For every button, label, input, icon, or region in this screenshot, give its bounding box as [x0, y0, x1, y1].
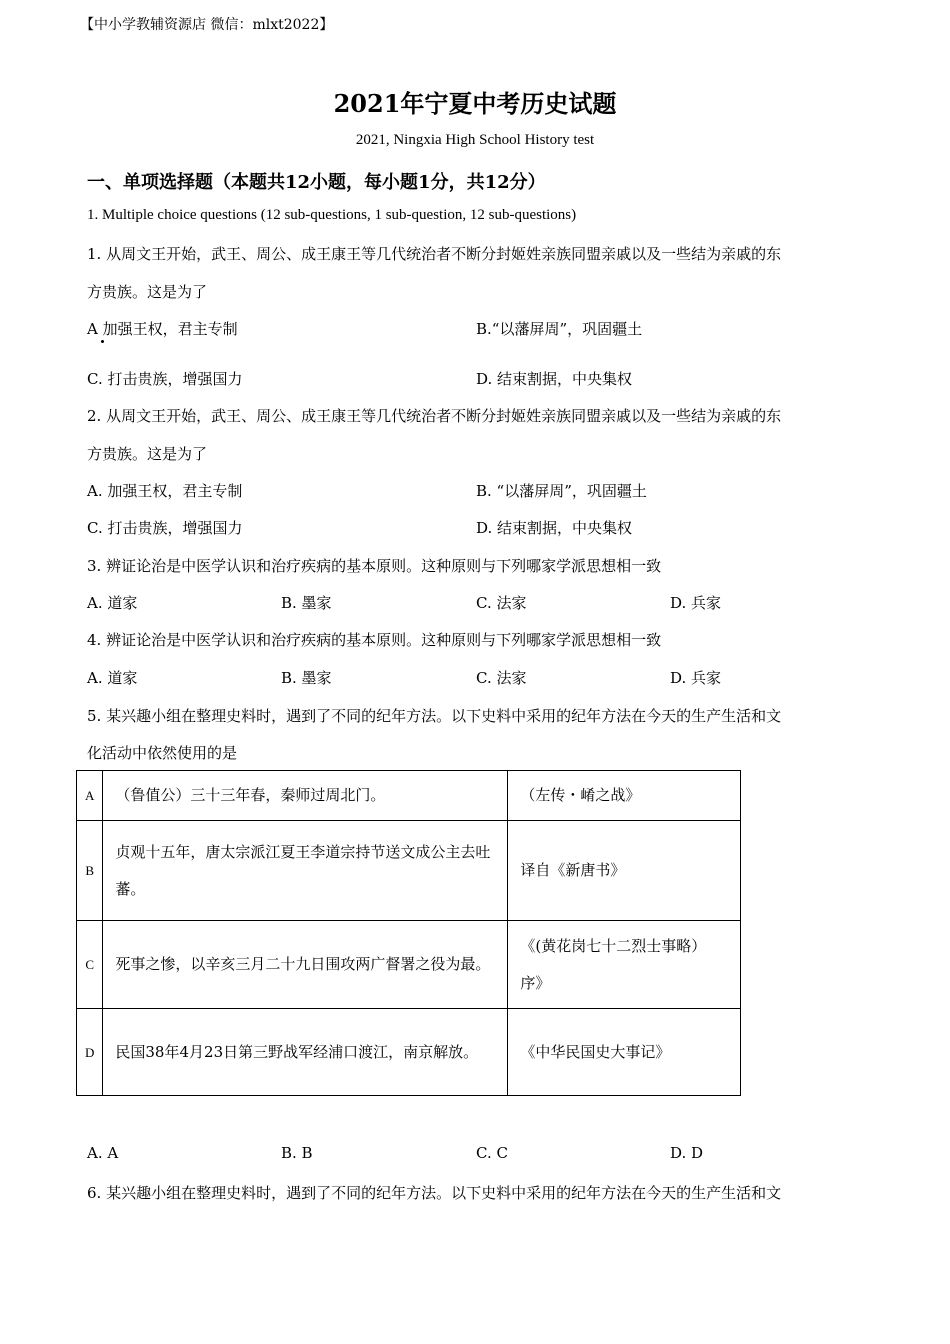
- table-row-source: 《中华民国史大事记》: [508, 1009, 741, 1096]
- q5-stem-line1: 5. 某兴趣小组在整理史料时，遇到了不同的纪年方法。以下史料中采用的纪年方法在今天的生产生活和文: [87, 707, 782, 725]
- q3-option-a: A. 道家: [87, 594, 138, 612]
- q1-option-a-dot: [101, 340, 104, 343]
- q4-option-c: C. 法家: [476, 669, 527, 687]
- q6-stem-line1: 6. 某兴趣小组在整理史料时，遇到了不同的纪年方法。以下史料中采用的纪年方法在今天的生产生活和文: [87, 1184, 782, 1202]
- q1-option-d: D. 结束割据，中央集权: [476, 370, 633, 388]
- q5-option-c: C. C: [476, 1144, 508, 1162]
- table-row: [77, 1009, 741, 1096]
- q5-option-b: B. B: [281, 1144, 313, 1162]
- page-subtitle: 2021, Ningxia High School History test: [355, 132, 595, 148]
- q1-option-b: B.“以藩屏周”，巩固疆土: [476, 320, 643, 338]
- q2-stem-line2: 方贵族。这是为了: [87, 445, 208, 463]
- q3-option-b: B. 墨家: [281, 594, 332, 612]
- page-title: 2021年宁夏中考历史试题: [333, 89, 617, 118]
- table-row-source: 译自《新唐书》: [508, 821, 741, 921]
- table-row-material: 民国38年4月23日第三野战军经浦口渡江，南京解放。: [103, 1009, 508, 1096]
- table-row-source: （左传・崤之战》: [508, 771, 741, 821]
- q5-option-d: D. D: [670, 1144, 704, 1162]
- table-row-key: B: [77, 821, 103, 921]
- table-row-material: （鲁值公）三十三年春，秦师过周北门。: [103, 771, 508, 821]
- table-row: [77, 821, 741, 921]
- q1-option-a: A 加强王权，君主专制: [87, 320, 238, 338]
- section-heading: 一、单项选择题（本题共12小题，每小题1分，共12分）: [87, 172, 546, 193]
- q1-stem-line2: 方贵族。这是为了: [87, 283, 208, 301]
- q2-option-a: A. 加强王权，君主专制: [87, 482, 243, 500]
- q4-option-d: D. 兵家: [670, 669, 722, 687]
- table-row: [77, 771, 741, 821]
- table-row-source: 《(黄花岗七十二烈士事略）序》: [508, 921, 741, 1009]
- q2-option-c: C. 打击贵族，增强国力: [87, 519, 243, 537]
- section-heading-english: 1. Multiple choice questions (12 sub-questions, 1 sub-question, 12 sub-questions): [87, 207, 577, 223]
- table-row-key: C: [77, 921, 103, 1009]
- q5-source-table: [76, 770, 741, 1096]
- q3-stem: 3. 辨证论治是中医学认识和治疗疾病的基本原则。这种原则与下列哪家学派思想相一致: [87, 557, 662, 575]
- q1-option-c: C. 打击贵族，增强国力: [87, 370, 243, 388]
- q5-stem-line2: 化活动中依然使用的是: [87, 744, 238, 762]
- q4-option-b: B. 墨家: [281, 669, 332, 687]
- table-row-key: D: [77, 1009, 103, 1096]
- table-row-material: 死事之惨，以辛亥三月二十九日围攻两广督署之役为最。: [103, 921, 508, 1009]
- table-row-key: A: [77, 771, 103, 821]
- table-row-material: 贞观十五年，唐太宗派江夏王李道宗持节送文成公主去吐蕃。: [103, 821, 508, 921]
- q3-option-d: D. 兵家: [670, 594, 722, 612]
- q2-option-d: D. 结束割据，中央集权: [476, 519, 633, 537]
- q3-option-c: C. 法家: [476, 594, 527, 612]
- page-header-watermark: 【中小学教辅资源店 微信：mlxt2022】: [80, 17, 334, 33]
- q2-stem-line1: 2. 从周文王开始，武王、周公、成王康王等几代统治者不断分封姬姓亲族同盟亲戚以及一些结为亲戚的东: [87, 407, 782, 425]
- q4-stem: 4. 辨证论治是中医学认识和治疗疾病的基本原则。这种原则与下列哪家学派思想相一致: [87, 631, 662, 649]
- q1-stem-line1: 1. 从周文王开始，武王、周公、成王康王等几代统治者不断分封姬姓亲族同盟亲戚以及一些结为亲戚的东: [87, 245, 782, 263]
- table-row: [77, 921, 741, 1009]
- q5-option-a: A. A: [87, 1144, 119, 1162]
- q2-option-b: B. “以藩屏周”，巩固疆土: [476, 482, 647, 500]
- q4-option-a: A. 道家: [87, 669, 138, 687]
